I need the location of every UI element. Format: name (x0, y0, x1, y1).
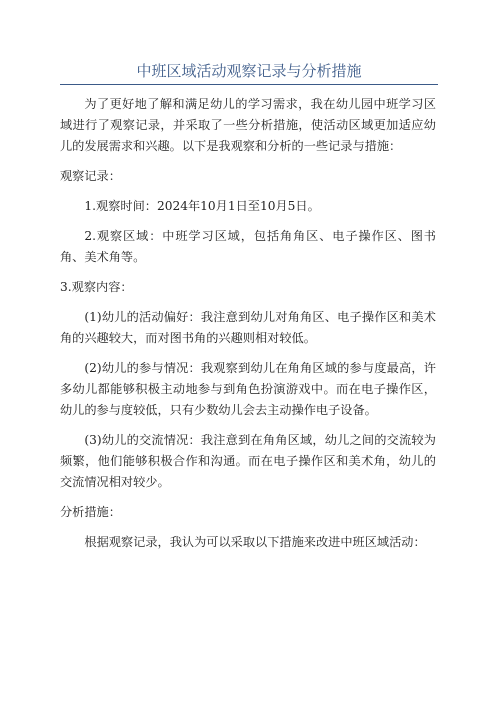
section-heading-observation: 观察记录： (60, 169, 121, 183)
document-body (60, 94, 436, 562)
section-heading-analysis: 分析措施： (60, 505, 121, 519)
document-title: 中班区域活动观察记录与分析措施 (136, 62, 362, 80)
intro-paragraph: 为了更好地了解和满足幼儿的学习需求，我在幼儿园中班学习区域进行了观察记录，并采取了一些分析措施，使活动区域更加适应幼儿的发展需求和兴趣。以下是我观察和分析的一些记录与措施： (60, 97, 436, 153)
activity-preference: (1)幼儿的活动偏好：我注意到幼儿对角角区、电子操作区和美术角的兴趣较大，而对图书角的兴趣则相对较低。 (60, 310, 436, 345)
observation-content-heading: 3.观察内容： (60, 280, 133, 294)
observation-time: 1.观察时间：2024年10月1日至10月5日。 (84, 199, 320, 213)
communication: (3)幼儿的交流情况：我注意到在角角区域，幼儿之间的交流较为频繁，他们能够积极合作和沟通。而在电子操作区和美术角，幼儿的交流情况相对较少。 (60, 433, 436, 489)
title-underline (60, 84, 438, 85)
analysis-intro: 根据观察记录，我认为可以采取以下措施来改进中班区域活动： (84, 535, 426, 549)
participation: (2)幼儿的参与情况：我观察到幼儿在角角区域的参与度最高，许多幼儿都能够积极主动地参与到角色扮演游戏中。而在电子操作区，幼儿的参与度较低，只有少数幼儿会去主动操作电子设备。 (60, 361, 436, 417)
observation-area: 2.观察区域：中班学习区域，包括角角区、电子操作区、图书角、美术角等。 (60, 229, 436, 264)
